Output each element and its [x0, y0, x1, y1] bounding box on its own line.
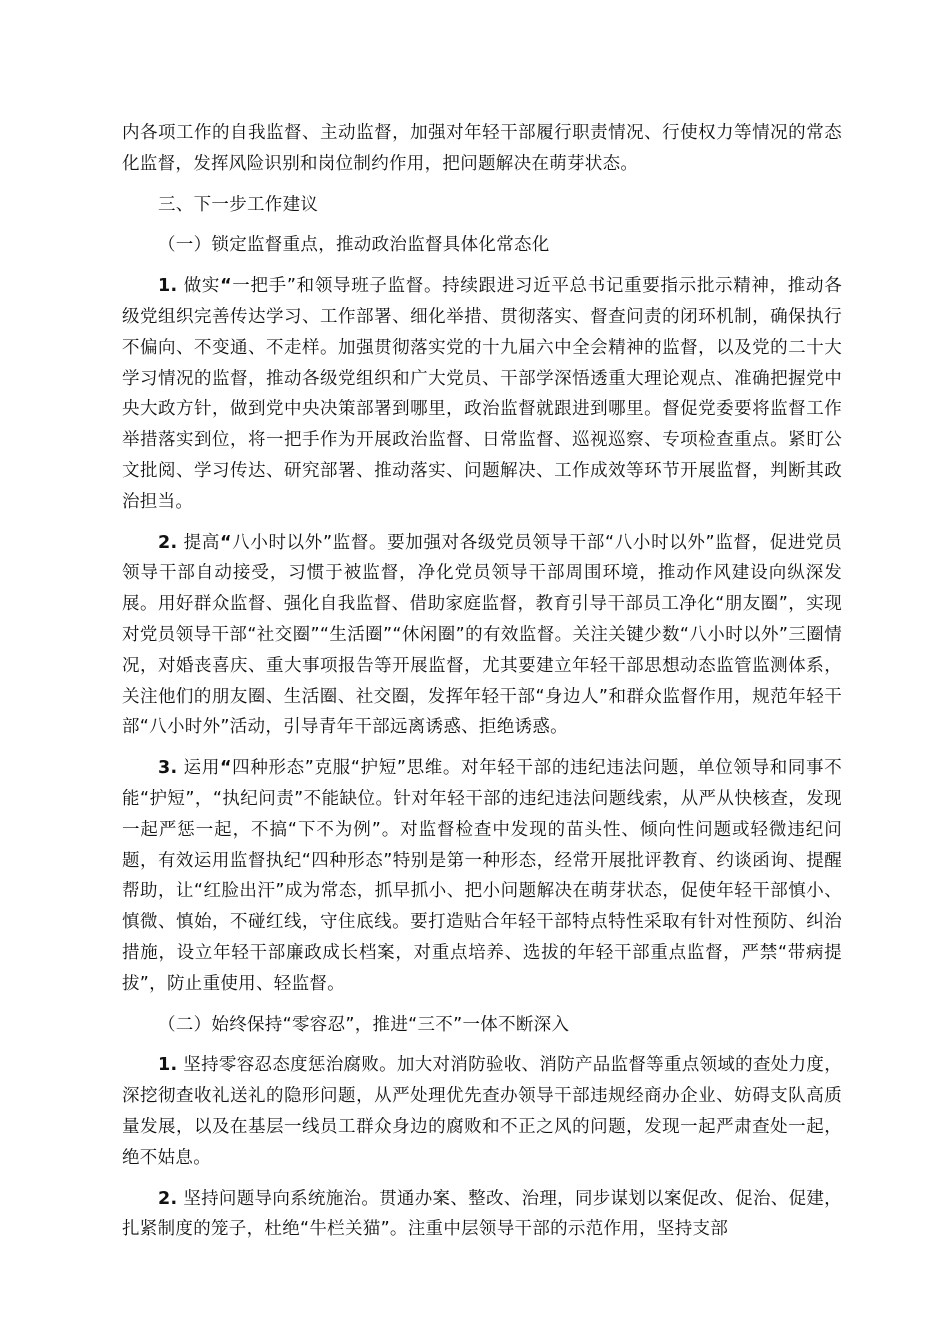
subsection-heading-2 [122, 1010, 842, 1041]
item-number: 1. [158, 1055, 178, 1076]
paragraph-lead: 做实 [183, 276, 221, 297]
paragraph-lead: 提高 [183, 532, 220, 553]
paragraph-text: 坚持问题导向系统施治。贯通办案、整改、治理，同步谋划以案促改、促治、促建，扎紧制度的笼子，杜绝“牛栏关猫”。注重中层领导干部的示范作用，坚持支部 [122, 1188, 842, 1240]
paragraph-text: 坚持零容忍态度惩治腐败。加大对消防验收、消防产品监督等重点领域的查处力度，深挖彻查收礼送礼的隐形问题，从严处理优先查办领导干部违规经商办企业、妨碍支队高质量发展，以及在基层一线员工群众身边的腐败和不正之风的问题，发现一起严肃查处一起，绝不姑息。 [122, 1055, 842, 1168]
paragraph-continuation [122, 118, 842, 180]
quote-mark: “ [220, 276, 232, 297]
item-number: 3. [158, 758, 178, 779]
heading-text: 三、下一步工作建议 [158, 194, 319, 215]
paragraph-text: 一把手”和领导班子监督。持续跟进习近平总书记重要指示批示精神，推动各级党组织完善传达学习、工作部署、细化举措、贯彻落实、督查问责的闭环机制，确保执行不偏向、不变通、不走样。加强贯彻落实党的十九届六中全会精神的监督，以及党的二十大学习情况的监督，推动各级党组织和广大党员、干部学深悟透重大理论观点、准确把握党中央大政方针，做到党中央决策部署到哪里，政治监督就跟进到哪里。督促党委要将监督工作举措落实到位，将一把手作为开展政治监督、日常监督、巡视巡察、专项检查重点。紧盯公文批阅、学习传达、研究部署、推动落实、问题解决、工作成效等环节开展监督，判断其政治担当。 [122, 276, 842, 512]
document-body [122, 118, 842, 1245]
heading-text: （一）锁定监督重点，推动政治监督具体化常态化 [158, 235, 550, 256]
item-number: 2. [158, 1188, 178, 1209]
paragraph-text: 四种形态”克服“护短”思维。对年轻干部的违纪违法问题，单位领导和同事不能“护短”，“执纪问责”不能缺位。针对年轻干部的违纪违法问题线索，从严从快核查，发现一起严惩一起，不搞“下不为例”。对监督检查中发现的苗头性、倾向性问题或轻微违纪问题，有效运用监督执纪“四种形态”特别是第一种形态，经常开展批评教育、约谈函询、提醒帮助，让“红脸出汗”成为常态，抓早抓小、把小问题解决在萌芽状态，促使年轻干部慎小、慎微、慎始，不碰红线，守住底线。要打造贴合年轻干部特点特性采取有针对性预防、纠治措施，设立年轻干部廉政成长档案，对重点培养、选拔的年轻干部重点监督，严禁“带病提拔”，防止重使用、轻监督。 [122, 758, 842, 994]
paragraph-item-1 [122, 271, 842, 517]
heading-text: （二）始终保持“零容忍”，推进“三不”一体不断深入 [158, 1014, 570, 1035]
paragraph-text: 八小时以外”监督。要加强对各级党员领导干部“八小时以外”监督，促进党员领导干部自动接受，习惯于被监督，净化党员领导干部周围环境，推动作风建设向纵深发展。用好群众监督、强化自我监督、借助家庭监督，教育引导干部员工净化“朋友圈”，实现对党员领导干部“社交圈”“生活圈”“休闲圈”的有效监督。关注关键少数“八小时以外”三圈情况，对婚丧喜庆、重大事项报告等开展监督，尤其要建立年轻干部思想动态监管监测体系，关注他们的朋友圈、生活圈、社交圈，发挥年轻干部“身边人”和群众监督作用，规范年轻干部“八小时外”活动，引导青年干部远离诱惑、拒绝诱惑。 [122, 532, 842, 738]
paragraph-item-3 [122, 753, 842, 999]
quote-mark: “ [220, 758, 232, 779]
paragraph-text: 内各项工作的自我监督、主动监督，加强对年轻干部履行职责情况、行使权力等情况的常态化监督，发挥风险识别和岗位制约作用，把问题解决在萌芽状态。 [122, 123, 842, 174]
section-heading-3 [122, 190, 842, 221]
quote-mark: “ [220, 532, 232, 553]
subsection-heading-1 [122, 230, 842, 261]
paragraph-item-5 [122, 1184, 842, 1246]
paragraph-lead: 运用 [183, 758, 220, 779]
item-number: 1. [158, 276, 178, 297]
paragraph-item-4 [122, 1050, 842, 1173]
paragraph-item-2 [122, 528, 842, 744]
item-number: 2. [158, 532, 178, 553]
